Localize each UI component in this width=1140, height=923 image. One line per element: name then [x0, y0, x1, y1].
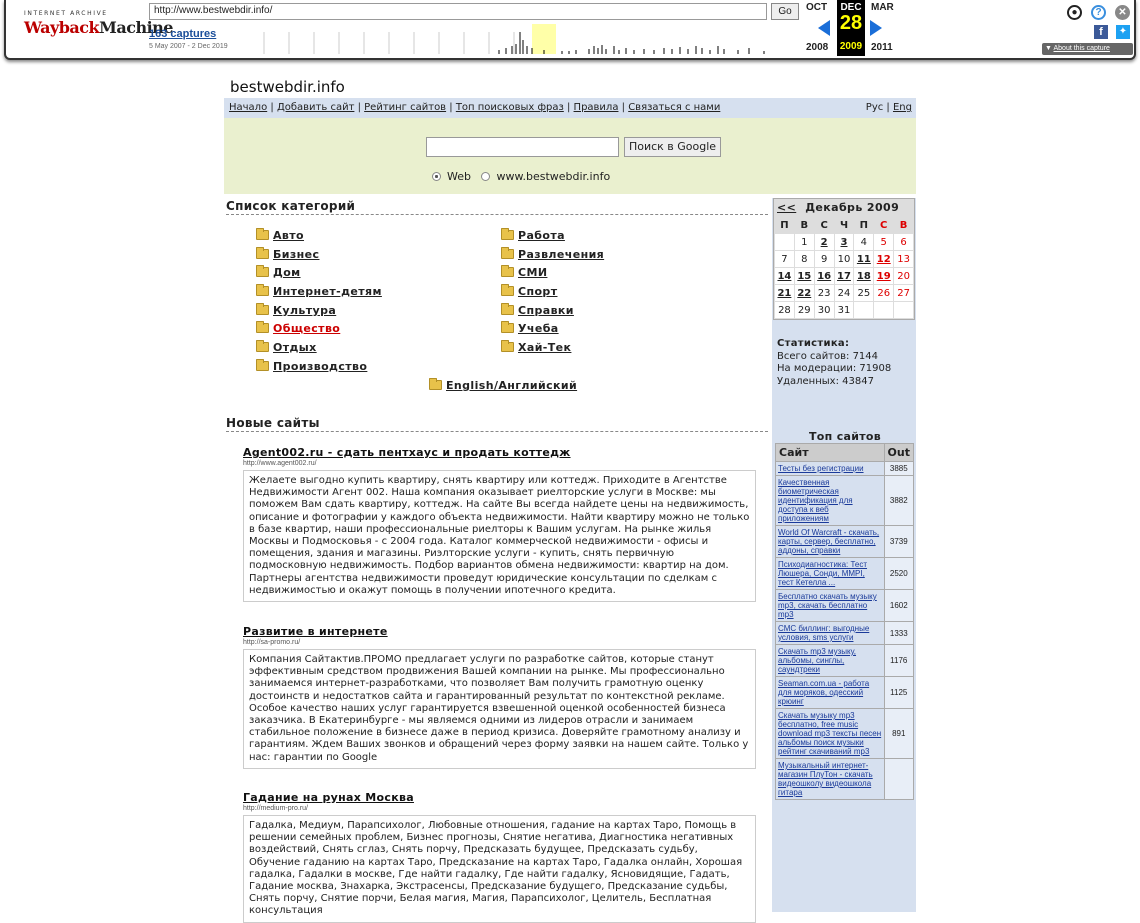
stats-heading: Статистика:	[777, 338, 850, 349]
folder-icon	[501, 230, 514, 240]
top-site-cell	[776, 526, 885, 558]
calendar-day: 31	[834, 302, 854, 319]
sparkline-highlight	[532, 24, 556, 54]
category-link[interactable]: English/Английский	[446, 379, 578, 392]
calendar-day: 9	[814, 251, 834, 268]
folder-icon	[256, 230, 269, 240]
calendar-day: 1	[794, 234, 814, 251]
category-link[interactable]: Работа	[518, 229, 565, 242]
calendar-empty-cell	[894, 302, 914, 319]
next-year[interactable]: 2011	[871, 42, 893, 53]
calendar-day[interactable]: 17	[834, 268, 854, 285]
about-capture-button[interactable]: ▼ About this capture	[1042, 43, 1133, 55]
calendar-grid	[774, 216, 914, 319]
folder-icon	[501, 305, 514, 315]
capture-sparkline[interactable]	[244, 24, 780, 54]
current-year: 2009	[839, 41, 863, 52]
top-site-out: 3885	[884, 462, 913, 476]
col-out: Out	[884, 444, 913, 462]
top-site-row	[776, 558, 914, 590]
top-site-out: 2520	[884, 558, 913, 590]
google-search-button[interactable]: Поиск в Google	[624, 137, 721, 157]
internet-archive-label: INTERNET ARCHIVE	[24, 10, 108, 17]
new-sites-heading: Новые сайты	[226, 416, 768, 432]
category-link[interactable]: СМИ	[518, 266, 548, 279]
category-link[interactable]: Учеба	[518, 322, 559, 335]
search-scope	[432, 170, 610, 183]
folder-icon	[501, 286, 514, 296]
top-site-out: 3739	[884, 526, 913, 558]
calendar-day: 13	[894, 251, 914, 268]
calendar-week	[775, 268, 914, 285]
calendar-day: 24	[834, 285, 854, 302]
categories-heading: Список категорий	[226, 199, 768, 215]
sparkline-year-ticks	[264, 32, 514, 54]
calendar-day[interactable]: 12	[874, 251, 894, 268]
top-site-cell	[776, 622, 885, 645]
calendar-weekday: В	[894, 217, 914, 234]
news-title	[243, 446, 756, 459]
top-site-cell	[776, 645, 885, 677]
logo-main: Wayback	[24, 18, 100, 37]
top-site-out: 891	[884, 709, 913, 759]
news-description: Желаете выгодно купить квартиру, снять квартиру или коттедж. Приходите в Агентстве Недвижимости Агент 002. Наша компания оказывает риелторские услуги в Москве: мы поможем Вам сдать квартиру, коттедж. На сайте Вы всегда найдете цены на недвижимость, описание и фотографии у каждого объекта недвижимости. Найти квартиру можно не только в базе квартир, наши профессиональные риелторы к Вашим услугам. На рынке жилья Москвы и Подмосковья - с 2004 года. Каталог коммерческой недвижимости - офисы и помещения, здания и магазины. Риэлторские услуги - купить, снять первичную подмосковную недвижимость. Подбор вариантов обмена недвижимости: квартир на дом. Партнеры агентства недвижимости проведут юридические консультации по сделкам с недвижимостью и окажут помощь в получении ипотечного кредита.	[243, 470, 756, 602]
logo-tail: Machine	[99, 18, 173, 37]
calendar-day: 7	[775, 251, 795, 268]
news-title	[243, 625, 756, 638]
calendar-day: 29	[794, 302, 814, 319]
lang-ru: Рус	[865, 102, 884, 113]
category-item[interactable]	[501, 304, 574, 317]
top-site-row	[776, 645, 914, 677]
news-description: Компания Сайтактив.ПРОМО предлагает услуги по разработке сайтов, которые станут эффективным средством продвижения Вашей компании на рынке. Мы профессионально занимаемся интернет-разработками, что позволяет Вам получить грамотную оценку достоинств и недостатков сайта и гарантированный результат по контекстной рекламе. Особое качество наших услуг гарантируется взвешенной оценкой особенностей бизнеса заказчика. В Екатеринбурге - мы являемся одними из лидеров отрасли и занимаем стабильное положение в бизнесе даже в период кризиса. Доверяйте грамотному анализу и гарантиям. Ждем Ваших звонков и обращений через форму заявки на нашем сайте. Только у нас: гарантии по Google	[243, 649, 756, 769]
category-item[interactable]	[256, 285, 382, 298]
calendar-week	[775, 302, 914, 319]
calendar-header	[774, 199, 914, 216]
calendar-week	[775, 234, 914, 251]
calendar-day: 26	[874, 285, 894, 302]
calendar-weekday: П	[854, 217, 874, 234]
folder-icon	[256, 342, 269, 352]
news-url: http://sa-promo.ru/	[243, 639, 301, 646]
col-site: Сайт	[776, 444, 885, 462]
calendar-weekday: С	[874, 217, 894, 234]
category-item[interactable]	[501, 266, 547, 279]
top-site-row	[776, 677, 914, 709]
calendar-day: 4	[854, 234, 874, 251]
top-site-link[interactable]: Скачать mp3 музыку, альбомы, синглы, саундтреки	[778, 647, 857, 674]
calendar-week	[775, 285, 914, 302]
category-link[interactable]: Развлечения	[518, 248, 605, 261]
category-link[interactable]: Дом	[273, 266, 301, 279]
category-link[interactable]: Бизнес	[273, 248, 320, 261]
close-icon[interactable]: ✕	[1115, 5, 1130, 20]
top-site-row	[776, 590, 914, 622]
user-icon[interactable]: ●	[1067, 5, 1082, 20]
facebook-icon[interactable]: f	[1094, 25, 1108, 39]
top-site-row	[776, 759, 914, 800]
folder-icon	[256, 305, 269, 315]
category-item[interactable]	[256, 229, 304, 242]
category-item[interactable]	[501, 248, 604, 261]
top-site-link[interactable]: Бесплатно скачать музыку mp3, скачать бесплатно mp3	[778, 592, 877, 619]
category-link[interactable]: Справки	[518, 304, 574, 317]
calendar-day: 23	[814, 285, 834, 302]
radio-site-label: www.bestwebdir.info	[496, 170, 611, 183]
folder-icon	[501, 323, 514, 333]
news-url: http://medium-pro.ru/	[243, 805, 308, 812]
capture-range: 5 May 2007 - 2 Dec 2019	[149, 43, 228, 50]
help-icon[interactable]: ?	[1091, 5, 1106, 20]
top-site-row	[776, 622, 914, 645]
prev-month[interactable]: OCT	[806, 2, 828, 13]
radio-site[interactable]	[481, 172, 490, 181]
prev-year[interactable]: 2008	[806, 42, 829, 53]
search-input[interactable]	[426, 137, 619, 157]
news-title-link[interactable]: Развитие в интернете	[243, 625, 388, 638]
calendar-day: 27	[894, 285, 914, 302]
folder-icon	[256, 323, 269, 333]
calendar-week	[775, 251, 914, 268]
calendar-weekday: В	[794, 217, 814, 234]
category-link[interactable]: Отдых	[273, 341, 317, 354]
folder-icon	[501, 249, 514, 259]
folder-icon	[429, 380, 442, 390]
calendar-day: 6	[894, 234, 914, 251]
top-site-out: 1176	[884, 645, 913, 677]
category-item[interactable]	[256, 248, 319, 261]
calendar-day: 28	[775, 302, 795, 319]
category-link[interactable]: Хай-Тек	[518, 341, 572, 354]
news-item	[243, 625, 756, 769]
nav-home[interactable]: Начало	[229, 102, 268, 113]
top-site-cell	[776, 677, 885, 709]
news-title-link[interactable]: Agent002.ru - сдать пентхаус и продать коттедж	[243, 446, 571, 459]
top-site-out: 1602	[884, 590, 913, 622]
top-sites-heading: Топ сайтов	[809, 430, 882, 443]
folder-icon	[501, 342, 514, 352]
about-capture-label: About this capture	[1053, 45, 1110, 52]
radio-web[interactable]	[432, 172, 441, 181]
folder-icon	[256, 361, 269, 371]
language-switch: Рус | Eng	[865, 102, 912, 113]
category-item[interactable]	[501, 285, 557, 298]
lang-en[interactable]: Eng	[892, 102, 912, 113]
category-link[interactable]: Спорт	[518, 285, 558, 298]
url-input[interactable]: http://www.bestwebdir.info/	[149, 3, 767, 20]
prev-capture-arrow-icon[interactable]	[818, 20, 830, 36]
top-site-out: 1125	[884, 677, 913, 709]
news-url: http://www.agent002.ru/	[243, 460, 317, 467]
nav-top-phrases[interactable]: Топ поисковых фраз	[455, 102, 564, 113]
calendar-title: Декабрь 2009	[805, 201, 900, 214]
top-site-cell	[776, 476, 885, 526]
category-item[interactable]	[256, 360, 367, 373]
top-site-link[interactable]: Seaman.com.ua - работа для моряков, одесский крюинг	[778, 679, 870, 706]
calendar-day[interactable]: 21	[775, 285, 795, 302]
folder-icon	[256, 267, 269, 277]
top-site-out	[884, 759, 913, 800]
nav-rules[interactable]: Правила	[573, 102, 619, 113]
category-link[interactable]: Авто	[273, 229, 305, 242]
category-link[interactable]: Интернет-детям	[273, 285, 382, 298]
site-title: bestwebdir.info	[230, 78, 345, 96]
next-capture-arrow-icon[interactable]	[870, 20, 882, 36]
category-item[interactable]	[501, 341, 571, 354]
calendar-empty-cell	[874, 302, 894, 319]
calendar-day: 8	[794, 251, 814, 268]
go-button[interactable]: Go	[771, 3, 799, 20]
calendar-day[interactable]: 22	[794, 285, 814, 302]
top-site-cell	[776, 558, 885, 590]
stats-total: Всего сайтов: 7144	[777, 350, 879, 362]
top-site-link[interactable]: Качественная биометрическая идентификация для доступа к веб приложениям	[778, 478, 853, 523]
current-capture	[837, 0, 865, 56]
stats-moderation: На модерации: 71908	[777, 363, 892, 374]
calendar-day: 30	[814, 302, 834, 319]
news-item	[243, 791, 756, 923]
top-site-out: 1333	[884, 622, 913, 645]
nav-add-site[interactable]: Добавить сайт	[276, 102, 355, 113]
category-link[interactable]: Производство	[273, 360, 368, 373]
news-item	[243, 446, 756, 602]
calendar-empty-cell	[775, 234, 795, 251]
statistics	[777, 338, 891, 388]
category-item[interactable]	[256, 266, 301, 279]
top-site-link[interactable]: Скачать музыку mp3 бесплатно, free music download mp3 тексты песен альбомы поиск музыки рейтинг скачиваний mp3	[778, 711, 882, 756]
top-site-link[interactable]: World Of Warcraft - скачать, карты, сервер, бесплатно, аддоны, справки	[778, 528, 880, 555]
radio-web-label: Web	[447, 170, 471, 183]
calendar-weekday: Ч	[834, 217, 854, 234]
top-site-link[interactable]: Тесты без регистрации	[778, 464, 864, 473]
current-day: 28	[839, 12, 863, 34]
calendar-weekday: П	[775, 217, 795, 234]
nav-contact[interactable]: Связаться с нами	[628, 102, 721, 113]
category-item-english[interactable]	[429, 379, 577, 392]
top-site-link[interactable]: СМС биллинг: выгодные условия, sms услуги	[778, 624, 870, 642]
top-site-cell	[776, 709, 885, 759]
calendar-day[interactable]: 14	[775, 268, 795, 285]
calendar-day: 25	[854, 285, 874, 302]
captures-link[interactable]: 163 captures	[149, 28, 217, 40]
current-month: DEC	[840, 2, 862, 13]
wayback-toolbar	[4, 0, 1136, 60]
folder-icon	[256, 249, 269, 259]
top-site-row	[776, 462, 914, 476]
calendar-day[interactable]: 11	[854, 251, 874, 268]
twitter-icon[interactable]: ✦	[1116, 25, 1130, 39]
top-site-cell	[776, 462, 885, 476]
top-site-link[interactable]: Психодиагностика: Тест Люшера, Сонди, ММРІ, тест Кетелла ...	[778, 560, 868, 587]
category-link[interactable]: Общество	[273, 322, 341, 335]
top-site-out: 3882	[884, 476, 913, 526]
category-item[interactable]	[256, 304, 336, 317]
category-link[interactable]: Культура	[273, 304, 337, 317]
stats-deleted: Удаленных: 43847	[777, 375, 874, 387]
top-site-cell	[776, 590, 885, 622]
news-title	[243, 791, 756, 804]
top-sites-table	[775, 443, 914, 800]
news-title-link[interactable]: Гадание на рунах Москва	[243, 791, 414, 804]
top-site-cell	[776, 759, 885, 800]
calendar-day: 5	[874, 234, 894, 251]
calendar-weekday: С	[814, 217, 834, 234]
folder-icon	[501, 267, 514, 277]
calendar-prev-link[interactable]: <<	[777, 201, 797, 214]
top-site-link[interactable]: Музыкальный интернет-магазин ПлуТон - скачать видеошколу видеошкола гитара	[778, 761, 873, 797]
top-navigation: Начало | Добавить сайт | Рейтинг сайтов | Топ поисковых фраз | Правила | Связаться с нами Рус | Eng	[224, 98, 916, 118]
calendar-day: 20	[894, 268, 914, 285]
news-description: Гадалка, Медиум, Парапсихолог, Любовные отношения, гадание на картах Таро, Помощь в решении семейных проблем, Бизнес прогнозы, Снятие негатива, Диагностика негативных воздействий, Снять сглаз, Снять порчу, Предсказать будущее, Предсказать судьбу, Обучение гаданию на картах Таро, Предсказание на картах Таро, Гадалка онлайн, Хорошая гадалка, Гадалки в москве, Где найти гадалку, Где найти гадалку, Ясновидящие, Гадать, Гадание москва, Знахарка, Экстрасенсы, Предсказание будущего, Предсказание судьбы, Снять порчу, Снятие порчи, Белая магия, Магия, Парапсихолог, Целитель, Бесплатная консультация	[243, 815, 756, 923]
calendar-empty-cell	[854, 302, 874, 319]
calendar-day[interactable]: 16	[814, 268, 834, 285]
category-item[interactable]	[501, 229, 565, 242]
folder-icon	[256, 286, 269, 296]
calendar-day[interactable]: 15	[794, 268, 814, 285]
category-item[interactable]	[501, 322, 559, 335]
category-item[interactable]	[256, 341, 317, 354]
calendar-day[interactable]: 19	[874, 268, 894, 285]
calendar-day[interactable]: 18	[854, 268, 874, 285]
calendar	[773, 198, 915, 320]
top-site-row	[776, 526, 914, 558]
google-search-box	[224, 118, 916, 194]
next-month[interactable]: MAR	[871, 2, 894, 13]
top-site-row	[776, 709, 914, 759]
nav-rating[interactable]: Рейтинг сайтов	[364, 102, 447, 113]
top-site-row	[776, 476, 914, 526]
calendar-day[interactable]: 2	[814, 234, 834, 251]
calendar-day[interactable]: 3	[834, 234, 854, 251]
calendar-day: 10	[834, 251, 854, 268]
category-item-active[interactable]	[256, 322, 340, 335]
